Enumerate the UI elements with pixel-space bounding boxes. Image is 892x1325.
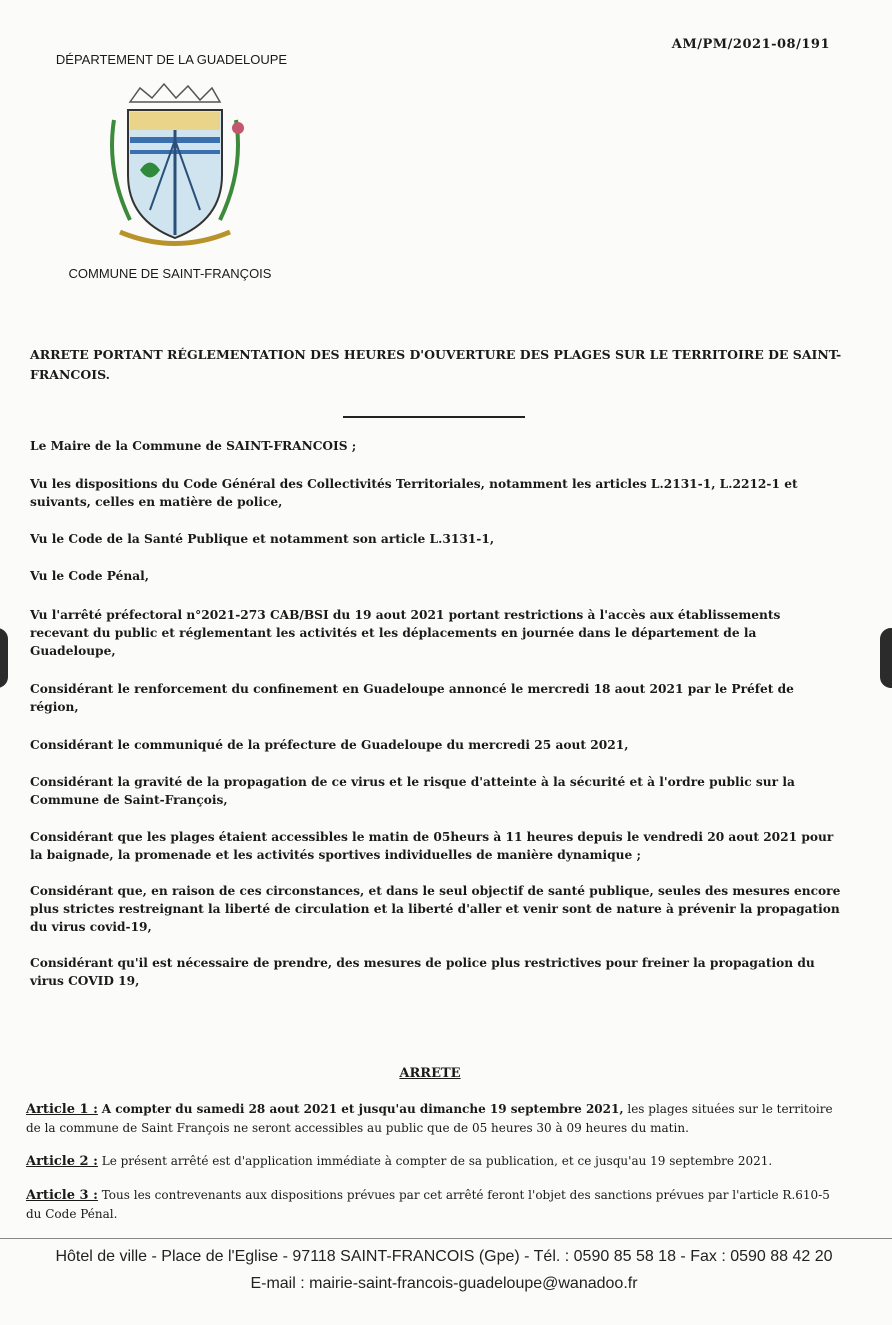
- article-label: Article 1 :: [26, 1102, 98, 1117]
- article-1: [26, 1100, 846, 1137]
- articles: [26, 1100, 846, 1223]
- scroll-edge-right: [880, 628, 892, 688]
- article-text: les plages situées sur le territoire de la commune de Saint François ne seront accessibles au public que de 05 heures 30 à 09 heures du matin.: [26, 1102, 833, 1135]
- arrete-heading: ARRETE: [399, 1066, 461, 1081]
- preamble-line: Considérant qu'il est nécessaire de prendre, des mesures de police plus restrictives pour freiner la propagation du virus COVID 19,: [30, 956, 815, 988]
- coat-of-arms-icon: [100, 80, 250, 255]
- preamble-line: Considérant que les plages étaient accessibles le matin de 05heurs à 11 heures depuis le vendredi 20 aout 2021 pour la baignade, la promenade et les activités sportives individuelles de manière dynamique ;: [30, 830, 834, 862]
- preamble: [30, 437, 842, 990]
- title-separator: [343, 416, 525, 418]
- preamble-line: Considérant que, en raison de ces circonstances, et dans le seul objectif de santé publique, seules des mesures encore plus strictes restreignant la liberté de circulation et la liberté d'aller et venir sont de nature à prévenir la propagation du virus covid-19,: [30, 884, 841, 934]
- article-label: Article 2 :: [26, 1154, 98, 1169]
- document-reference: AM/PM/2021-08/191: [671, 37, 830, 52]
- article-emphasis: A compter du samedi 28 aout 2021 et jusqu'au dimanche 19 septembre 2021,: [101, 1102, 624, 1116]
- preamble-line: Vu le Code de la Santé Publique et notamment son article L.3131-1,: [30, 532, 495, 546]
- preamble-line: Vu l'arrêté préfectoral n°2021-273 CAB/BSI du 19 aout 2021 portant restrictions à l'accès aux établissements recevant du public et réglementant les activités et les déplacements en journée dans le département de la Guadeloupe,: [30, 608, 781, 658]
- preamble-line: Considérant le renforcement du confinement en Guadeloupe annoncé le mercredi 18 aout 2021 par le Préfet de région,: [30, 682, 794, 714]
- commune-name: COMMUNE DE SAINT-FRANÇOIS: [68, 266, 272, 281]
- article-2: [26, 1152, 846, 1171]
- preamble-line: Considérant la gravité de la propagation de ce virus et le risque d'atteinte à la sécurité et à l'ordre public sur la Commune de Saint-François,: [30, 775, 795, 807]
- article-3: [26, 1186, 846, 1223]
- preamble-line: Vu les dispositions du Code Général des Collectivités Territoriales, notamment les articles L.2131-1, L.2212-1 et suivants, celles en matière de police,: [30, 477, 798, 509]
- footer-email: E-mail : mairie-saint-francois-guadeloupe@wanadoo.fr: [250, 1275, 638, 1292]
- decree-title: ARRETE PORTANT RÉGLEMENTATION DES HEURES D'OUVERTURE DES PLAGES SUR LE TERRITOIRE DE SAINT-FRANCOIS.: [30, 347, 842, 382]
- article-text: Tous les contrevenants aux dispositions prévues par cet arrêté feront l'objet des sanctions prévues par l'article R.610-5 du Code Pénal.: [26, 1188, 830, 1221]
- department-name: DÉPARTEMENT DE LA GUADELOUPE: [55, 52, 288, 67]
- footer-address: Hôtel de ville - Place de l'Eglise - 97118 SAINT-FRANCOIS (Gpe) - Tél. : 0590 85 58 18 - Fax : 0590 88 42 20: [55, 1248, 833, 1265]
- article-label: Article 3 :: [26, 1188, 98, 1203]
- scroll-edge-left: [0, 628, 8, 688]
- preamble-line: Vu le Code Pénal,: [30, 569, 149, 583]
- preamble-line: Considérant le communiqué de la préfecture de Guadeloupe du mercredi 25 aout 2021,: [30, 738, 629, 752]
- footer-divider: [0, 1238, 892, 1239]
- article-text: Le présent arrêté est d'application immédiate à compter de sa publication, et ce jusqu'au 19 septembre 2021.: [101, 1154, 773, 1168]
- preamble-line: Le Maire de la Commune de SAINT-FRANCOIS ;: [30, 439, 357, 453]
- footer: [0, 1243, 892, 1297]
